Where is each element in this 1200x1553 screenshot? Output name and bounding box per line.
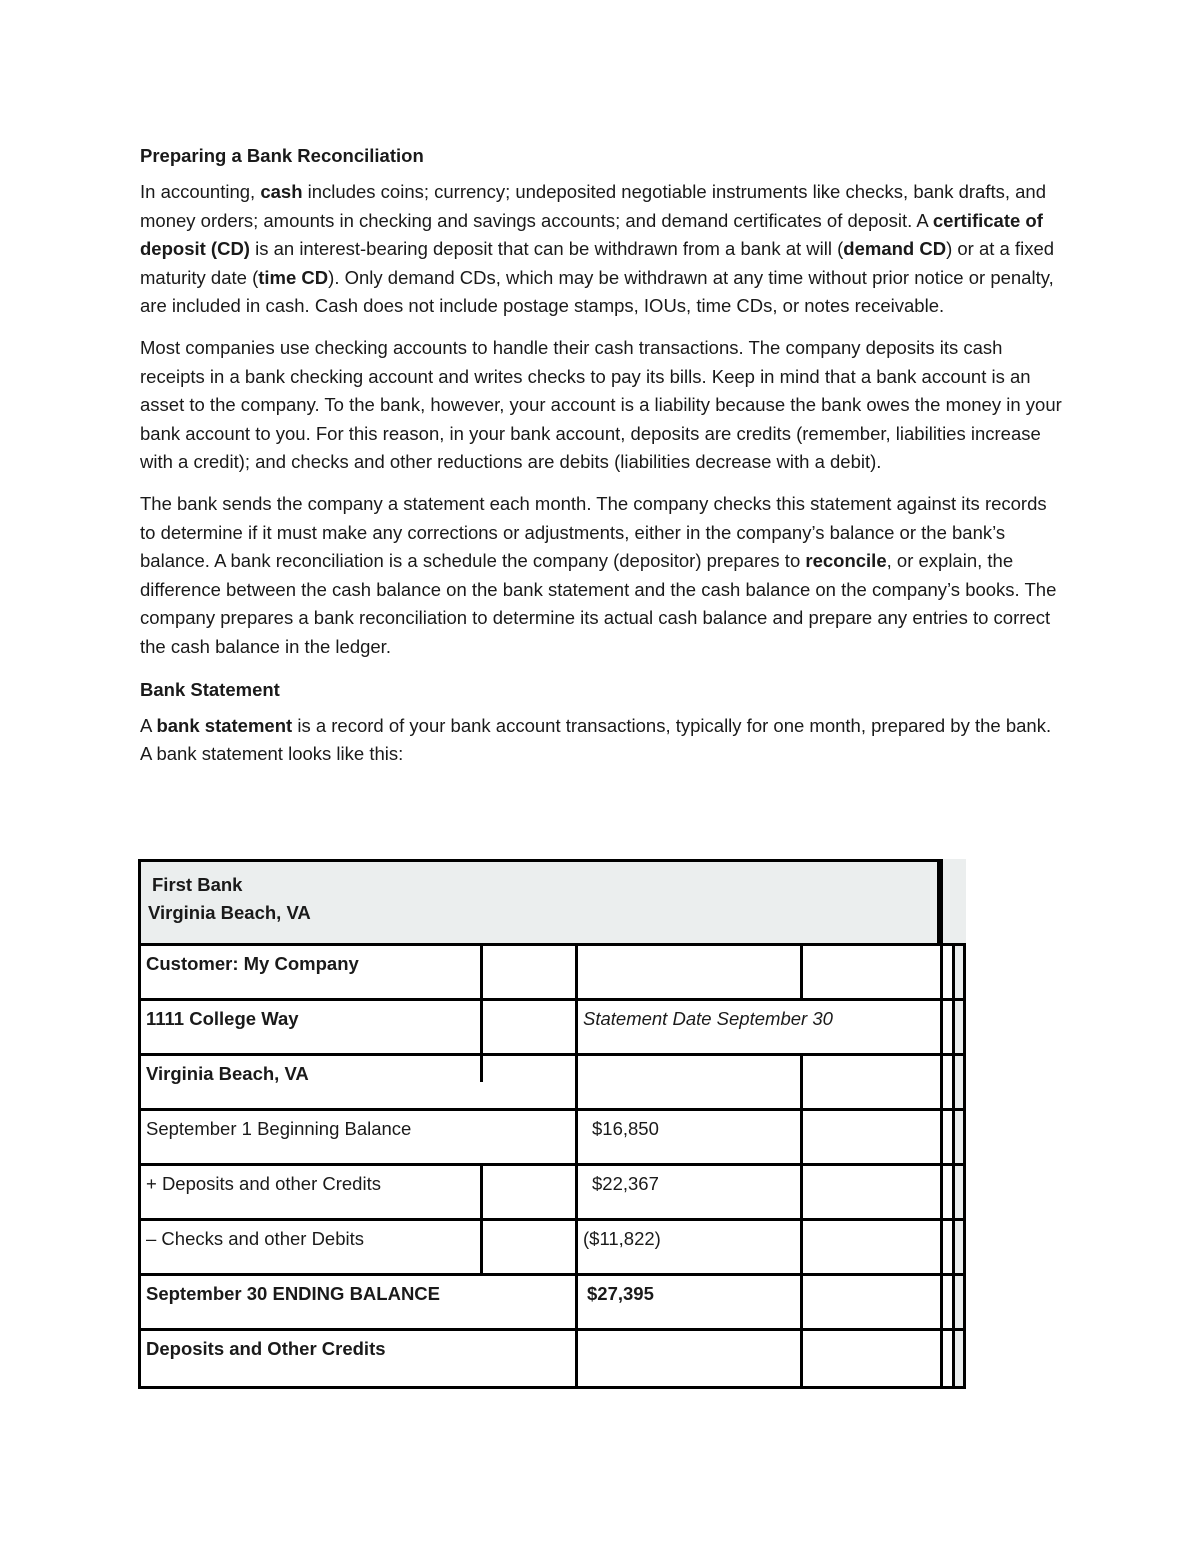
row-divider bbox=[138, 943, 966, 946]
term-cash: cash bbox=[260, 181, 303, 202]
paragraph-bank-statement bbox=[140, 712, 1065, 769]
row-divider bbox=[138, 1218, 966, 1221]
term-time-cd: time CD bbox=[258, 266, 329, 288]
ending-balance-label: September 30 ENDING BALANCE bbox=[146, 1283, 441, 1304]
beginning-balance-value: $16,850 bbox=[592, 1118, 659, 1139]
customer-address-line1: 1111 College Way bbox=[146, 1008, 299, 1029]
bank-name: First Bank bbox=[152, 874, 243, 895]
text-run: is an interest-bearing deposit that can be withdrawn from a bank at will ( bbox=[249, 238, 844, 260]
deposits-section-label: Deposits and Other Credits bbox=[146, 1338, 386, 1359]
bank-statement-table bbox=[138, 859, 966, 1389]
table-right-edge-line bbox=[952, 943, 955, 1389]
checks-label: – Checks and other Debits bbox=[146, 1228, 365, 1249]
text-run: is a record of your bank account transactions, typically for one month, prepared by the bank. A bank statement looks like this: bbox=[140, 714, 1052, 765]
row-divider bbox=[138, 1328, 966, 1331]
term-demand-cd: demand CD bbox=[843, 238, 947, 260]
deposits-label: + Deposits and other Credits bbox=[146, 1173, 381, 1194]
text-run: In accounting, bbox=[140, 181, 261, 202]
ending-balance-value: $27,395 bbox=[587, 1283, 654, 1304]
column-divider bbox=[480, 943, 483, 1082]
paragraph-bank-reconciliation bbox=[140, 490, 1065, 662]
term-certificate-of-deposit: certificate of deposit (CD) bbox=[140, 209, 1043, 260]
row-divider bbox=[138, 1163, 966, 1166]
statement-header bbox=[138, 859, 940, 945]
beginning-balance-label: September 1 Beginning Balance bbox=[146, 1118, 412, 1139]
text-run: includes coins; currency; undeposited negotiable instruments like checks, bank drafts, and money orders; amounts in checking and savings accounts; and demand certificates of deposit. A bbox=[140, 181, 1047, 231]
text-run: ). Only demand CDs, which may be withdrawn at any time without prior notice or penalty, are included in cash. Cash does not include postage stamps, IOUs, time CDs, or notes receivable. bbox=[140, 266, 1054, 317]
customer-name: Customer: My Company bbox=[146, 953, 359, 974]
text-run: A bbox=[140, 714, 157, 736]
text-run: The bank sends the company a statement each month. The company checks this statement against its records to determine if it must make any corrections or adjustments, either in the company’s balance or the bank’s balance. A bank reconciliation is a schedule the company (depositor) prepares to bbox=[140, 492, 1047, 572]
column-divider bbox=[480, 1163, 483, 1273]
table-left-border bbox=[138, 859, 141, 1389]
text-run: ) or at a fixed maturity date ( bbox=[140, 238, 1055, 288]
checks-value: ($11,822) bbox=[583, 1228, 661, 1249]
row-divider bbox=[138, 998, 966, 1001]
deposits-value: $22,367 bbox=[592, 1173, 659, 1194]
paragraph-cash-definition bbox=[140, 178, 1065, 321]
term-bank-statement: bank statement bbox=[156, 714, 293, 736]
document-body bbox=[140, 141, 1065, 782]
column-divider bbox=[575, 943, 578, 1389]
section-title-bank-statement: Bank Statement bbox=[140, 678, 280, 700]
row-divider bbox=[138, 1273, 966, 1276]
table-inner-right-border bbox=[940, 859, 943, 1389]
customer-address-line2: Virginia Beach, VA bbox=[146, 1063, 309, 1084]
row-divider bbox=[138, 1053, 966, 1056]
paragraph-checking-accounts: Most companies use checking accounts to handle their cash transactions. The company deposits its cash receipts in a bank checking account and writes checks to pay its bills. Keep in mind that a bank account is an asset to the company. To the bank, however, your account is a liability because the bank owes the money in your bank account to you. For this reason, in your bank account, deposits are credits (remember, liabilities increase with a credit); and checks and other reductions are debits (liabilities decrease with a debit). bbox=[140, 336, 1062, 473]
table-bottom-border bbox=[138, 1386, 966, 1389]
column-divider bbox=[800, 943, 803, 1001]
bank-city: Virginia Beach, VA bbox=[148, 902, 311, 923]
term-reconcile: reconcile bbox=[805, 550, 887, 572]
text-run: , or explain, the difference between the cash balance on the bank statement and the cash balance on the company’s books. The company prepares a bank reconciliation to determine its actual cash balance and prepare any entries to correct the cash balance in the ledger. bbox=[140, 550, 1057, 657]
section-title-reconciliation: Preparing a Bank Reconciliation bbox=[140, 145, 424, 166]
column-divider bbox=[800, 1053, 803, 1389]
row-divider bbox=[138, 1108, 966, 1111]
table-right-border bbox=[963, 943, 966, 1389]
statement-date: Statement Date September 30 bbox=[583, 1008, 833, 1029]
